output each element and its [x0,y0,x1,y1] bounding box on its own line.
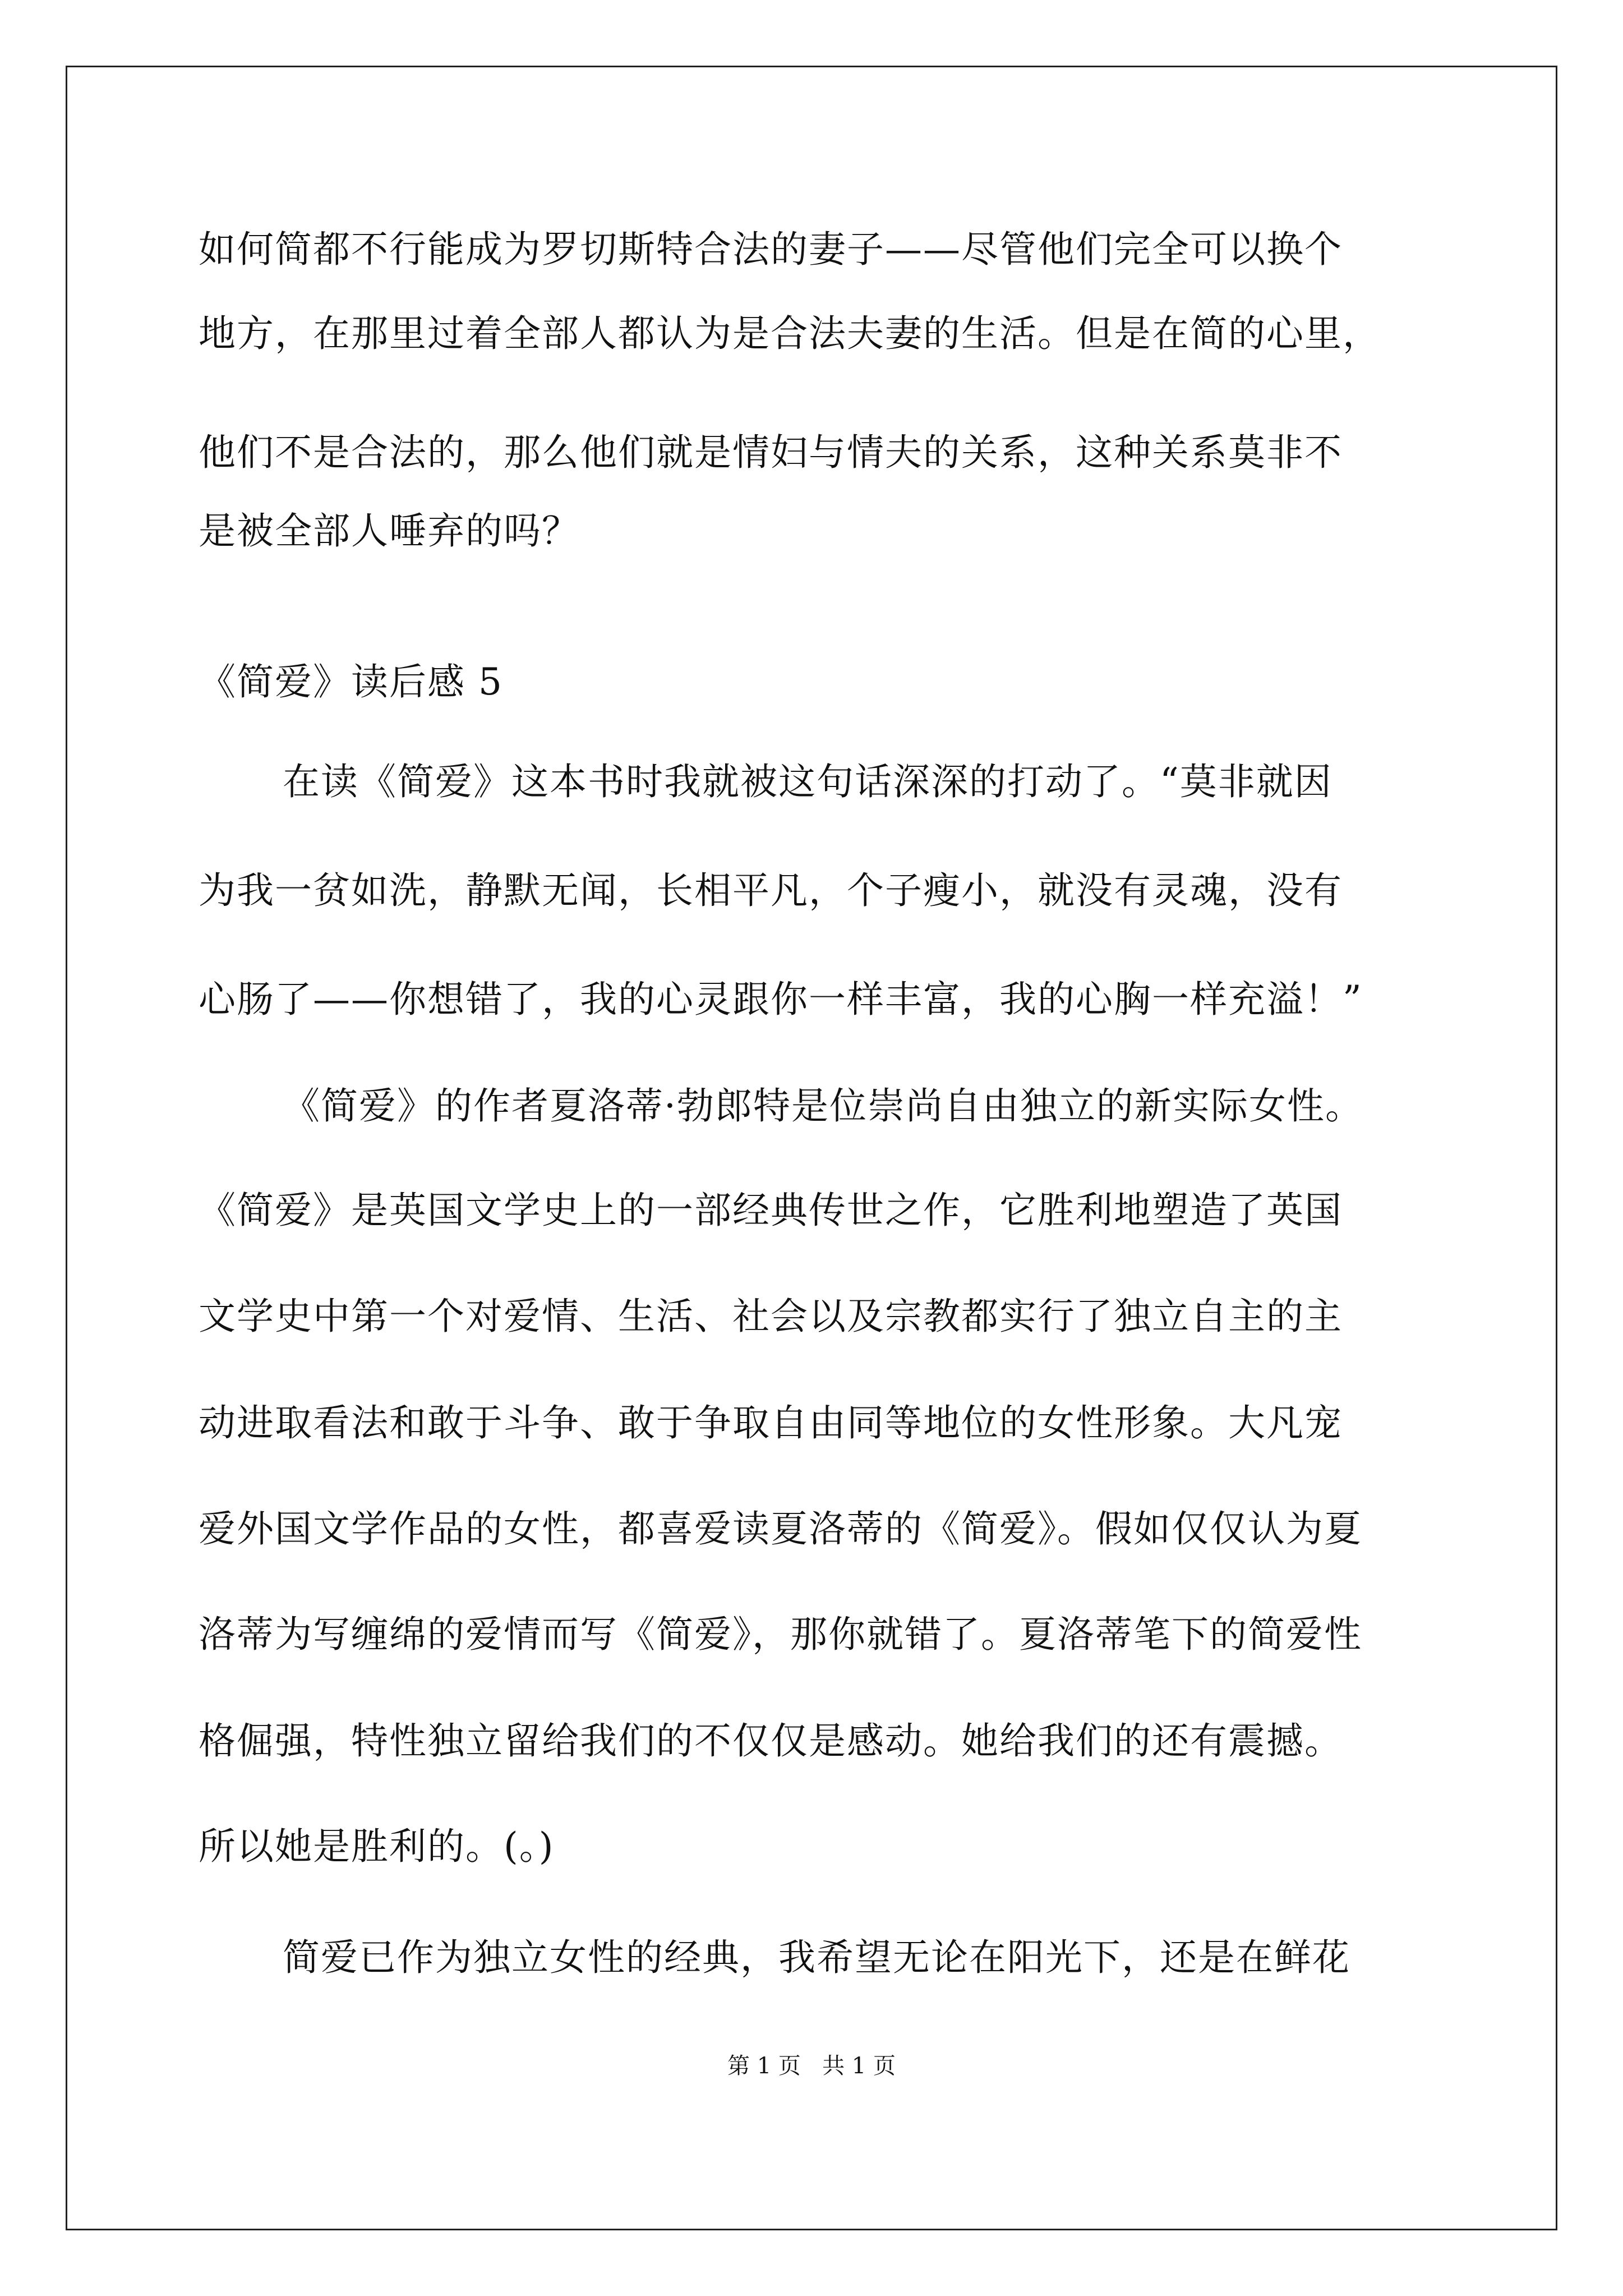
text-line: 《简爱》的作者夏洛蒂·勃郎特是位崇尚自由独立的新实际女性。 [283,1084,1363,1128]
text-line: 如何简都不行能成为罗切斯特合法的妻子——尽管他们完全可以换个 [199,228,1343,271]
text-line: 洛蒂为写缠绵的爱情而写《简爱》，那你就错了。夏洛蒂笔下的简爱性 [199,1613,1362,1656]
text-line: 心肠了——你想错了，我的心灵跟你一样丰富，我的心胸一样充溢！” [199,978,1363,1021]
text-line: 文学史中第一个对爱情、生活、社会以及宗教都实行了独立自主的主 [199,1295,1343,1338]
text-line: 所以她是胜利的。(。) [199,1825,555,1868]
text-line: 他们不是合法的，那么他们就是情妇与情夫的关系，这种关系莫非不 [199,431,1343,474]
text-line: 简爱已作为独立女性的经典，我希望无论在阳光下，还是在鲜花 [283,1936,1350,1979]
text-line: 在读《简爱》这本书时我就被这句话深深的打动了。“莫非就因 [283,760,1332,803]
text-line: 《简爱》是英国文学史上的一部经典传世之作，它胜利地塑造了英国 [199,1189,1343,1232]
text-line: 是被全部人唾弃的吗？ [199,509,580,553]
page-border [66,66,1557,2230]
text-line: 爱外国文学作品的女性，都喜爱读夏洛蒂的《简爱》。假如仅仅认为夏 [199,1507,1362,1550]
text-line: 为我一贫如洗，静默无闻，长相平凡，个子瘦小，就没有灵魂，没有 [199,869,1343,912]
text-line: 动进取看法和敢于斗争、敢于争取自由同等地位的女性形象。大凡宠 [199,1401,1343,1444]
text-line: 格倔强，特性独立留给我们的不仅仅是感动。她给我们的还有震撼。 [199,1719,1343,1763]
section-heading: 《简爱》读后感 5 [199,660,503,703]
page-footer: 第 1 页 共 1 页 [727,2053,896,2079]
text-line: 地方，在那里过着全部人都认为是合法夫妻的生活。但是在简的心里， [199,312,1381,355]
